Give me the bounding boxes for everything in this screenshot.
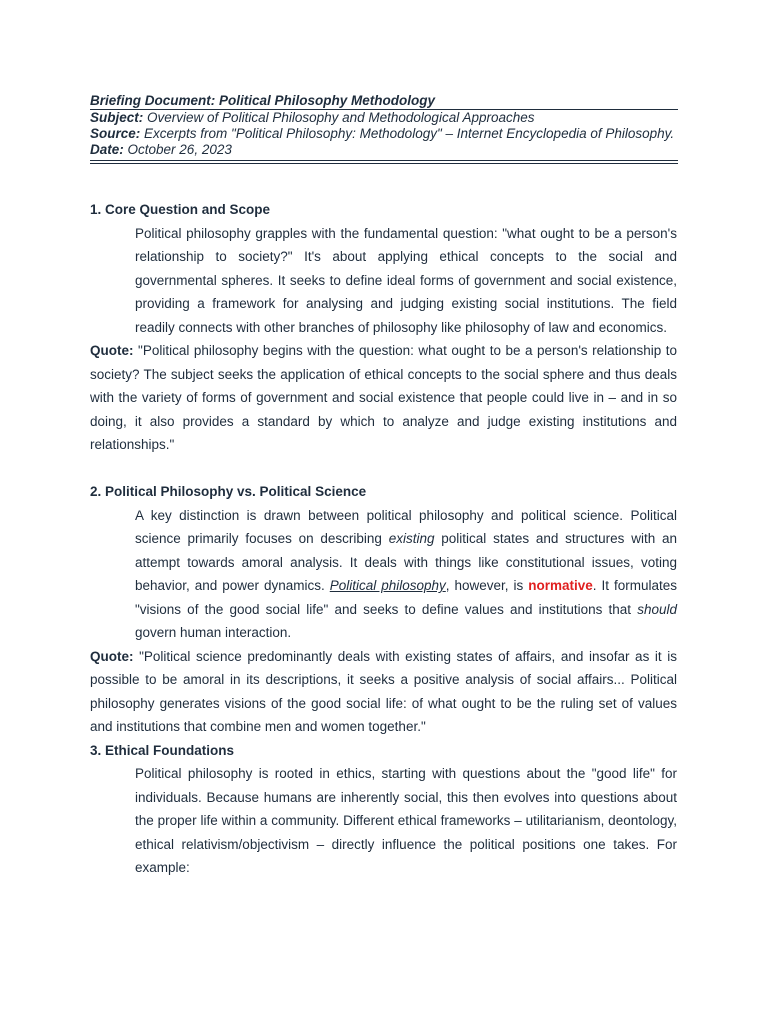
subject-label: Subject: [90, 110, 144, 125]
section-2-text-b: political states and structures with an attempt towards amoral analysis. It deals with things like constitutional issues, voting behavior, and power dynamics. [135, 531, 677, 593]
section-2-text-e: govern human interaction. [135, 625, 292, 640]
section-1-quote-label: Quote: [90, 343, 134, 358]
section-1-paragraph: Political philosophy grapples with the fundamental question: "what ought to be a person's relationship to society?" It's about applying ethical concepts to the social and governmental spheres. It seeks to define ideal forms of government and social existence, providing a framework for analysing and judging existing social institutions. The field readily connects with other branches of philosophy like philosophy of law and economics. [135, 225, 677, 335]
section-2-text-a: A key distinction is drawn between political philosophy and political science. Political science primarily focuses on describing [135, 507, 677, 546]
section-2-text-c: , however, is [445, 578, 524, 593]
section-2-text-d: . It formulates "visions of the good social life" and seeks to define values and institutions that [135, 578, 677, 617]
section-1-quote-text: "Political philosophy begins with the question: what ought to be a person's relationship to society? The subject seeks the application of ethical concepts to the social sphere and thus deals with the variety of forms of government and social existence that people could live in – and in so doing, it also provides a standard by which to analyze and judge existing institutions and relationships." [90, 343, 677, 452]
section-3-paragraph: Political philosophy is rooted in ethics, starting with questions about the "good life" for individuals. Because humans are inherently social, this then evolves into questions about the proper life within a community. Different ethical frameworks – utilitarianism, deontology, ethical relativism/objectivism – directly influence the political positions one takes. For example: [135, 766, 677, 875]
document-title: Briefing Document: Political Philosophy Methodology [90, 93, 436, 108]
section-2-quote-text: "Political science predominantly deals with existing states of affairs, and insofar as it is possible to be amoral in its descriptions, it seeks a positive analysis of social affairs... Political philosophy generates visions of the good social life: of what ought to be the ruling set of values and institutions that combine men and women together." [90, 648, 677, 734]
section-2-heading: 2. Political Philosophy vs. Political Science [90, 484, 367, 499]
section-2-paragraph [135, 504, 677, 645]
source-value: Excerpts from "Political Philosophy: Methodology" – Internet Encyclopedia of Philosophy. [144, 126, 675, 141]
source-line [90, 126, 678, 142]
section-1-heading: 1. Core Question and Scope [90, 202, 271, 217]
section-1-quote [90, 339, 677, 457]
document-header [90, 92, 678, 164]
section-2-normative: normative [528, 578, 593, 593]
date-value: October 26, 2023 [127, 142, 232, 157]
date-line [90, 142, 678, 158]
section-2-existing: existing [388, 531, 435, 546]
subject-line [90, 110, 678, 126]
section-2-quote [90, 645, 677, 739]
subject-value: Overview of Political Philosophy and Methodological Approaches [147, 110, 535, 125]
section-3-heading: 3. Ethical Foundations [90, 742, 235, 758]
spacer [90, 457, 677, 481]
section-2-quote-label: Quote: [90, 648, 134, 664]
document-body [90, 198, 677, 880]
date-label: Date: [90, 142, 124, 157]
header-double-rule [90, 160, 678, 164]
section-2-should: should [637, 601, 677, 617]
section-2-political-philosophy-link[interactable]: Political philosophy [329, 578, 446, 593]
source-label: Source: [90, 126, 141, 141]
